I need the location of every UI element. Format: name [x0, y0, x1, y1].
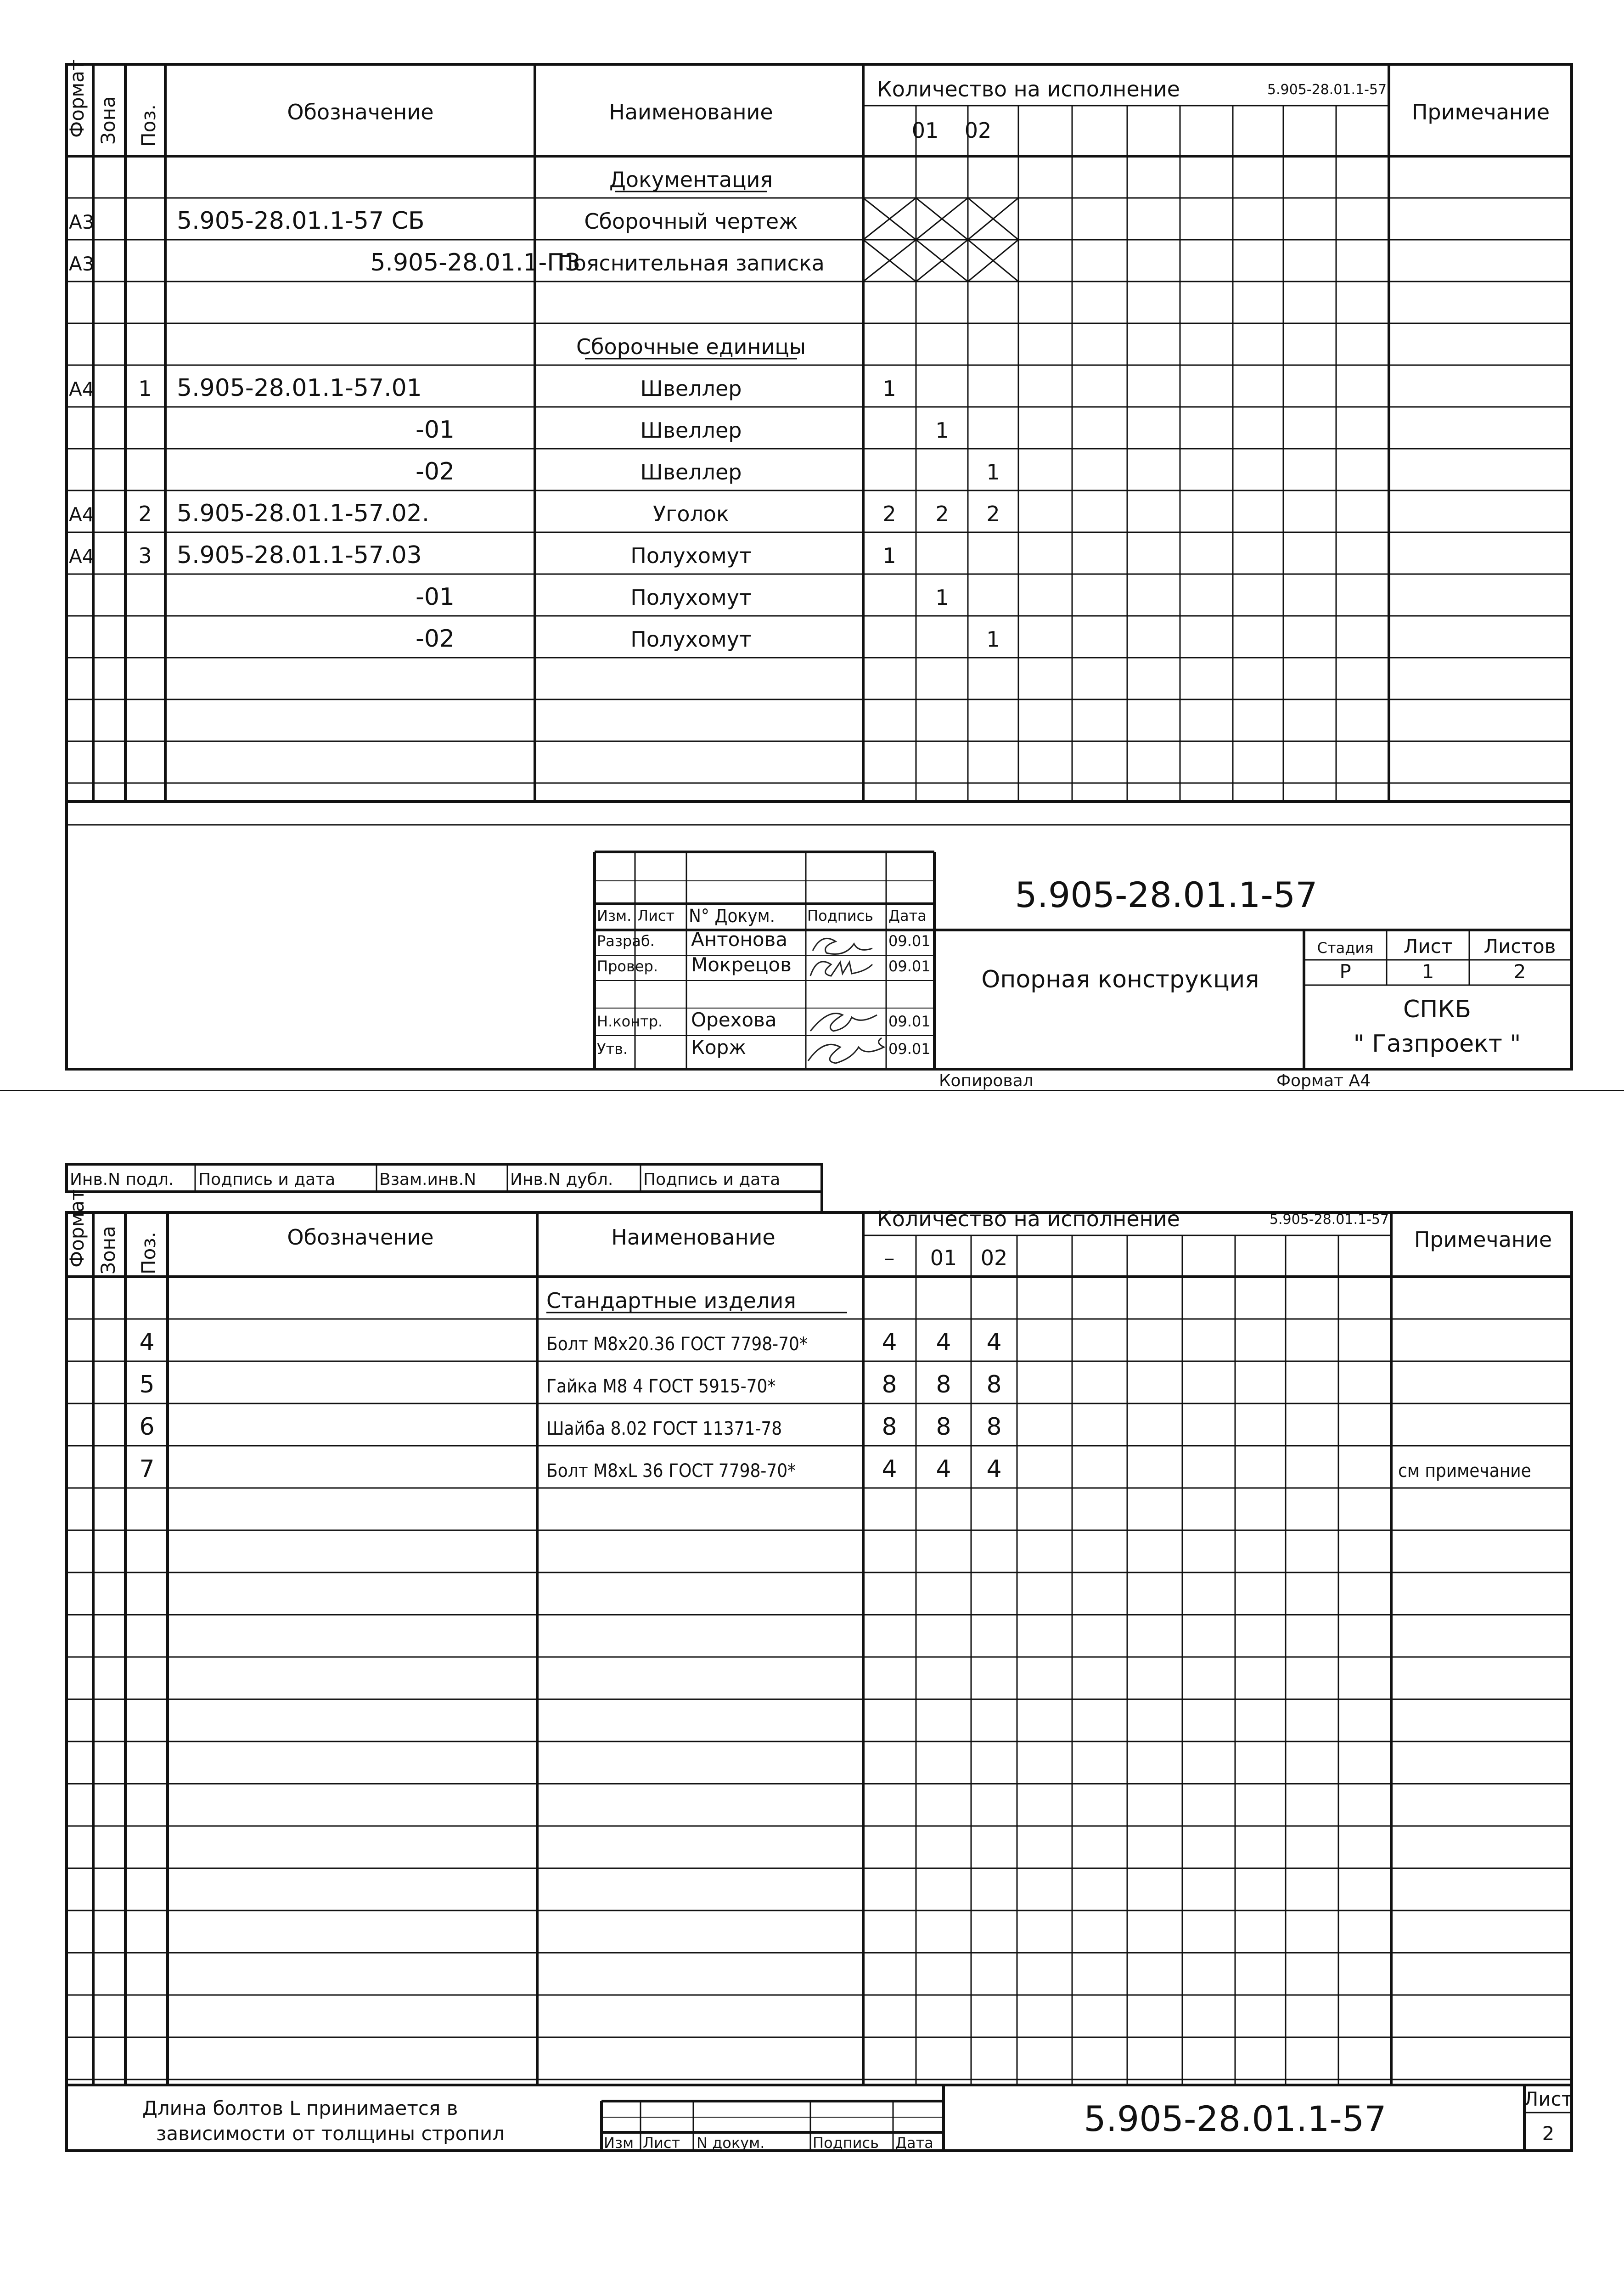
row-quantity: 1	[986, 460, 1000, 485]
row-designation: -02	[416, 625, 455, 653]
row-name: Полухомут	[630, 543, 752, 568]
row-quantity: 8	[882, 1413, 897, 1441]
row-quantity: 8	[986, 1413, 1002, 1441]
row-name: Болт М8хL 36 ГОСТ 7798-70*	[546, 1460, 796, 1482]
row-designation: -01	[416, 416, 455, 444]
row-designation: 5.905-28.01.1-57 СБ	[177, 207, 425, 235]
row-designation: -02	[416, 458, 455, 485]
table-row	[576, 334, 806, 359]
sheet1-col-format-header: Формат	[66, 59, 88, 138]
signer-date: 09.01	[888, 1013, 931, 1030]
row-format: А4	[69, 503, 95, 526]
sheet2-frame	[67, 1212, 1572, 2151]
stamp-inv-podl: Инв.N подл.	[70, 1170, 174, 1189]
sheet2-exec-02: 02	[980, 1245, 1008, 1270]
signer-row	[597, 928, 931, 951]
row-name: Швеллер	[640, 460, 742, 485]
sheet1-qty-title: Количество на исполнение	[877, 77, 1180, 101]
row-quantity: 8	[936, 1371, 951, 1398]
row-quantity: 4	[936, 1329, 951, 1356]
table-row	[69, 541, 896, 569]
table-row	[416, 625, 1000, 653]
row-position: 1	[138, 376, 152, 401]
row-quantity: 4	[986, 1455, 1002, 1483]
sheet2-side-stamp	[67, 1164, 822, 1192]
row-quantity: 2	[986, 502, 1000, 526]
stamp-vzam-inv: Взам.инв.N	[379, 1170, 477, 1189]
table-row	[69, 240, 1018, 282]
sheet2-doc-number: 5.905-28.01.1-57	[1084, 2098, 1387, 2139]
stamp-sign-date-2: Подпись и дата	[643, 1170, 781, 1189]
signer-name: Антонова	[691, 928, 787, 951]
specification-sheet-1	[66, 60, 1572, 1090]
sheet1-org-line1: СПКБ	[1403, 996, 1472, 1023]
row-name: Полухомут	[630, 585, 752, 610]
row-quantity: 1	[882, 376, 896, 401]
row-quantity: 4	[986, 1329, 1002, 1356]
row-designation: 5.905-28.01.1-57.03	[177, 541, 422, 569]
sheet1-doc-number: 5.905-28.01.1-57	[1015, 874, 1318, 915]
row-format: А3	[69, 253, 95, 275]
signature-mokretsov	[810, 962, 872, 976]
sheet2-col-name-header: Наименование	[611, 1225, 775, 1250]
table-row	[139, 1455, 1531, 1483]
signer-name: Орехова	[691, 1009, 777, 1031]
row-designation: 5.905-28.01.1-57.02.	[177, 500, 430, 527]
sheet1-col-designation-header: Обозначение	[287, 100, 434, 124]
sheet1-stage-value: Р	[1339, 960, 1351, 983]
sheet1-col-name-header: Наименование	[609, 100, 773, 124]
row-format: А4	[69, 378, 95, 400]
row-quantity: 8	[936, 1413, 951, 1441]
sheet1-copied-label: Копировал	[939, 1071, 1034, 1090]
tb-col-sign: Подпись	[807, 907, 873, 924]
row-quantity: 1	[882, 543, 896, 568]
section-heading: Стандартные изделия	[546, 1288, 796, 1313]
table-row	[69, 374, 896, 402]
row-position: 6	[139, 1413, 155, 1441]
signer-date: 09.01	[888, 958, 931, 975]
sheet1-org-line2: " Газпроект "	[1353, 1030, 1521, 1058]
row-position: 7	[139, 1455, 155, 1483]
table-row	[416, 416, 949, 444]
sheet2-col-pos-header: Поз.	[137, 1232, 160, 1274]
signer-name: Мокрецов	[691, 953, 792, 976]
sheet1-qty-doc: 5.905-28.01.1-57	[1267, 82, 1387, 98]
tb-col-izm: Изм.	[597, 907, 632, 924]
sheet2-sheet-value: 2	[1542, 2122, 1555, 2145]
sheet2-row-lines	[67, 1319, 1572, 2079]
row-name: Гайка М8 4 ГОСТ 5915-70*	[546, 1376, 776, 1397]
sheet2-exec-base: –	[884, 1245, 895, 1270]
sheet1-doc-title: Опорная конструкция	[981, 966, 1259, 993]
sheet2-qty-doc: 5.905-28.01.1-57	[1269, 1212, 1389, 1228]
row-designation: 5.905-28.01.1-ПЗ	[370, 249, 580, 276]
row-name: Полухомут	[630, 627, 752, 652]
table-row	[139, 1413, 1001, 1441]
row-position: 5	[139, 1371, 155, 1398]
sheet1-stage-label: Стадия	[1317, 939, 1374, 957]
table-row	[416, 583, 949, 611]
signer-name: Корж	[691, 1036, 747, 1059]
sheet1-col-zone-header: Зона	[97, 96, 119, 145]
sheet1-sheet-value: 1	[1422, 960, 1434, 983]
table-row	[609, 167, 773, 192]
sheet2-col-zone-header: Зона	[97, 1226, 119, 1274]
row-quantity: 8	[882, 1371, 897, 1398]
sheet2-rows	[139, 1288, 1531, 1483]
stamp-inv-dubl: Инв.N дубл.	[510, 1170, 613, 1189]
row-name: Сборочный чертеж	[584, 209, 798, 234]
signer-date: 09.01	[888, 1040, 931, 1058]
sheet1-exec-02: 02	[964, 118, 992, 143]
row-name: Уголок	[653, 502, 729, 526]
tb2-col-izm: Изм	[604, 2134, 634, 2152]
row-quantity: 4	[936, 1455, 951, 1483]
sheet2-exec-01: 01	[930, 1245, 957, 1270]
row-position: 4	[139, 1329, 155, 1356]
table-row	[546, 1288, 847, 1313]
sheet1-sheets-label: Листов	[1484, 935, 1556, 958]
tb2-col-sign: Подпись	[813, 2134, 879, 2152]
section-heading: Документация	[609, 167, 773, 192]
signature-antonova	[813, 938, 872, 954]
signer-date: 09.01	[888, 932, 931, 950]
row-quantity: 2	[882, 502, 896, 526]
sheet1-sheets-value: 2	[1513, 960, 1526, 983]
sheet2-col-format-header: Формат	[66, 1189, 88, 1268]
row-quantity: 1	[935, 418, 949, 443]
tb-col-date: Дата	[888, 907, 927, 924]
tb2-col-doc: N докум.	[697, 2134, 765, 2152]
tb-col-list: Лист	[637, 907, 675, 924]
table-row	[139, 1371, 1001, 1398]
section-heading: Сборочные единицы	[576, 334, 806, 359]
row-position: 2	[138, 502, 152, 526]
sheet2-note-line2: зависимости от толщины стропил	[156, 2122, 505, 2145]
row-quantity: 8	[986, 1371, 1002, 1398]
row-name: Болт М8х20.36 ГОСТ 7798-70*	[546, 1334, 808, 1355]
tb2-col-list: Лист	[643, 2134, 680, 2152]
row-format: А3	[69, 211, 95, 233]
sheet1-col-note-header: Примечание	[1411, 100, 1550, 124]
signer-role: Н.контр.	[597, 1013, 663, 1030]
row-quantity: 1	[935, 585, 949, 610]
sheet1-format-label: Формат А4	[1276, 1071, 1371, 1090]
signer-role: Разраб.	[597, 932, 655, 950]
row-designation: 5.905-28.01.1-57.01	[177, 374, 422, 402]
tb-col-doc: N° Докум.	[689, 906, 775, 927]
table-row	[416, 458, 1000, 485]
sheet2-col-note-header: Примечание	[1414, 1227, 1552, 1252]
sheet2-sheet-label: Лист	[1523, 2088, 1573, 2110]
row-note: см примечание	[1398, 1460, 1531, 1482]
row-quantity: 4	[882, 1329, 897, 1356]
signature-orekhova	[810, 1014, 877, 1031]
table-row	[139, 1329, 1001, 1356]
row-format: А4	[69, 545, 95, 568]
row-quantity: 1	[986, 627, 1000, 652]
sheet2-qty-title: Количество на исполнение	[877, 1206, 1180, 1231]
row-name: Шайба 8.02 ГОСТ 11371-78	[546, 1418, 782, 1439]
row-quantity: 4	[882, 1455, 897, 1483]
sheet2-col-designation-header: Обозначение	[287, 1225, 434, 1250]
sheet1-sheet-label: Лист	[1403, 935, 1453, 958]
row-designation: -01	[416, 583, 455, 611]
signer-row	[597, 1009, 931, 1031]
sheet1-title-block	[595, 852, 1572, 1069]
row-name: Пояснительная записка	[557, 251, 825, 276]
signer-role: Провер.	[597, 958, 658, 975]
row-quantity: 2	[935, 502, 949, 526]
sheet1-col-pos-header: Поз.	[137, 104, 160, 147]
row-name: Швеллер	[640, 376, 742, 401]
sheet2-title-block	[601, 2085, 1573, 2152]
signature-korzh	[808, 1038, 884, 1063]
stamp-sign-date-1: Подпись и дата	[198, 1170, 336, 1189]
signer-role: Утв.	[597, 1040, 628, 1058]
table-row	[69, 198, 1018, 240]
row-name: Швеллер	[640, 418, 742, 443]
specification-sheet-2	[66, 1164, 1573, 2152]
sheet1-exec-01: 01	[911, 118, 939, 143]
row-position: 3	[138, 543, 152, 568]
tb2-col-date: Дата	[895, 2134, 933, 2152]
sheet2-note-line1: Длина болтов L принимается в	[142, 2097, 458, 2119]
signer-row	[597, 953, 931, 976]
